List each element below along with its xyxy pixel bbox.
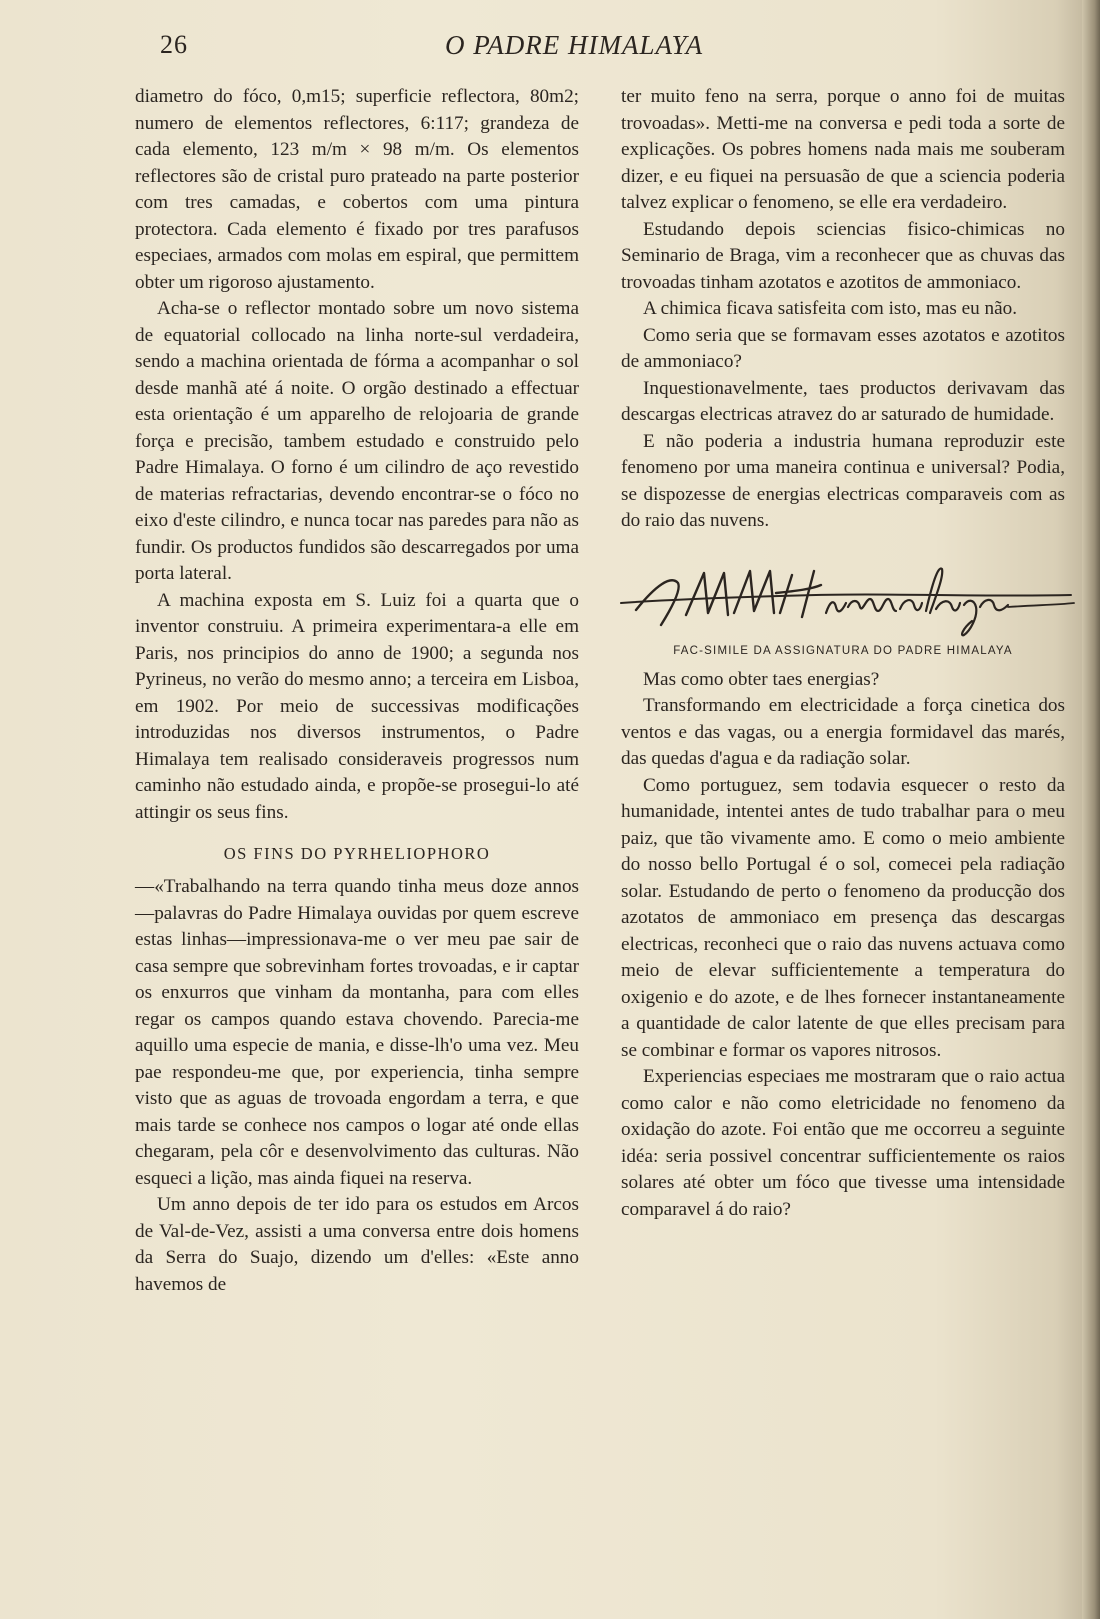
paragraph: Transformando em electricidade a força cinetica dos ventos e das vagas, ou a energia formidavel das marés, das quedas d'agua e da radiação solar. — [621, 695, 1065, 769]
paragraph: ter muito feno na serra, porque o anno foi de muitas trovoadas». Metti-me na conversa e pedi toda a sorte de explicações. Os pobres homens nada mais me souberam dizer, e eu fiquei na persuasão de que a sciencia poderia talvez explicar o fenomeno, se elle era verdadeiro. — [621, 86, 1065, 213]
paragraph: Como portuguez, sem todavia esquecer o resto da humanidade, intentei antes de tudo trabalhar para o meu paiz, que tão vivamente amo. E como o meio ambiente do nosso bello Portugal é o sol, comecei pela radiação solar. Estudando de perto o fenomeno da producção dos azotatos de ammoniaco em presença das descargas electricas, reconheci que o raio das nuvens actuava como meio de elevar sufficientemente a temperatura do oxigenio e do azote, e de lhes fornecer instantaneamente a quantidade de calor latente de que elles precisam para se combinar e formar os vapores nitrosos. — [621, 774, 1065, 1061]
signature-facsimile — [616, 555, 1076, 641]
paragraph: diametro do fóco, 0,m15; superficie reflectora, 80m2; numero de elementos reflectores, 6:117; grandeza de cada elemento, 123 m/m × 98 m/m. Os elementos reflectores são de cristal puro prateado na parte posterior com tres camadas, e cobertos com uma pintura protectora. Cada elemento é fixado por tres parafusos especiaes, armados com molas em espiral, que permittem obter um rigoroso ajustamento. — [135, 86, 579, 293]
paragraph: Um anno depois de ter ido para os estudos em Arcos de Val-de-Vez, assisti a uma conversa entre dois homens da Serra do Suajo, dizendo um d'elles: «Este anno havemos de — [135, 1194, 579, 1295]
right-column — [621, 84, 1065, 1223]
paragraph: Como seria que se formavam esses azotatos e azotitos de ammoniaco? — [621, 324, 1065, 372]
signature-icon — [616, 555, 1076, 641]
signature-caption: FAC-SIMILE DA ASSIGNATURA DO PADRE HIMALAYA — [673, 644, 1013, 657]
section-heading: OS FINS DO PYRHELIOPHORO — [223, 844, 491, 863]
paragraph: A machina exposta em S. Luiz foi a quarta que o inventor construiu. A primeira experimentara-a elle em Paris, nos principios do anno de 1900; a segunda nos Pyrineus, no verão do mesmo anno; a terceira em Lisboa, em 1902. Por meio de successivas modificações introduzidas nos diversos instrumentos, o Padre Himalaya tem realisado consideraveis progressos num caminho não estudado ainda, e propõe-se prosegui-lo até attingir os seus fins. — [135, 589, 579, 823]
page-header — [0, 26, 1100, 66]
paragraph: A chimica ficava satisfeita com isto, mas eu não. — [643, 298, 1018, 319]
paragraph: Inquestionavelmente, taes productos derivavam das descargas electricas atravez do ar saturado de humidade. — [621, 377, 1065, 425]
paragraph: Estudando depois sciencias fisico-chimicas no Seminario de Braga, vim a reconhecer que as chuvas das trovoadas tinham azotatos e azotitos de ammoniaco. — [621, 218, 1065, 293]
paragraph: E não poderia a industria humana reproduzir este fenomeno por uma maneira continua e universal? Podia, se dispozesse de energias electricas comparaveis com as do raio das nuvens. — [621, 430, 1065, 531]
page-number: 26 — [160, 30, 188, 59]
running-title: O PADRE HIMALAYA — [445, 30, 704, 60]
book-spine-edge — [1082, 0, 1100, 1619]
paragraph: Mas como obter taes energias? — [643, 668, 880, 690]
paragraph: —«Trabalhando na terra quando tinha meus doze annos—palavras do Padre Himalaya ouvidas por quem escreve estas linhas—impressionava-me o ver meu pae sair de casa sempre que sobrevinham fortes trovoadas, e ir captar os enxurros que vinham da montanha, para com elles regar os campos quando estava chovendo. Parecia-me aquillo uma especie de mania, e disse-lh'o uma vez. Meu pae respondeu-me que, por experiencia, tinha sempre visto que as aguas de trovoada engordam a terra, e que mais tarde se conhece nos campos o logar até onde ellas chegaram, pela côr e desenvolvimento das culturas. Não esqueci a lição, mas ainda fiquei na reserva. — [135, 876, 579, 1189]
paragraph: Acha-se o reflector montado sobre um novo sistema de equatorial collocado na linha norte-sul verdadeira, sendo a machina orientada de fórma a acompanhar o sol desde manhã até á noite. O orgão destinado a effectuar esta orientação é um apparelho de relojoaria de grande força e precisão, tambem estudado e construido pelo Padre Himalaya. O forno é um cilindro de aço revestido de materias refractarias, devendo encontrar-se o fóco no eixo d'este cilindro, e nunca tocar nas paredes para não as fundir. Os productos fundidos são descarregados por uma porta lateral. — [135, 298, 579, 584]
left-column — [135, 84, 579, 1298]
paragraph: Experiencias especiaes me mostraram que o raio actua como calor e não como eletricidade no fenomeno da oxidação do azote. Foi então que me occorreu a seguinte idéa: seria possivel concentrar sufficientemente os raios solares até obter um fóco que tivesse uma intensidade comparavel á do raio? — [621, 1066, 1065, 1220]
